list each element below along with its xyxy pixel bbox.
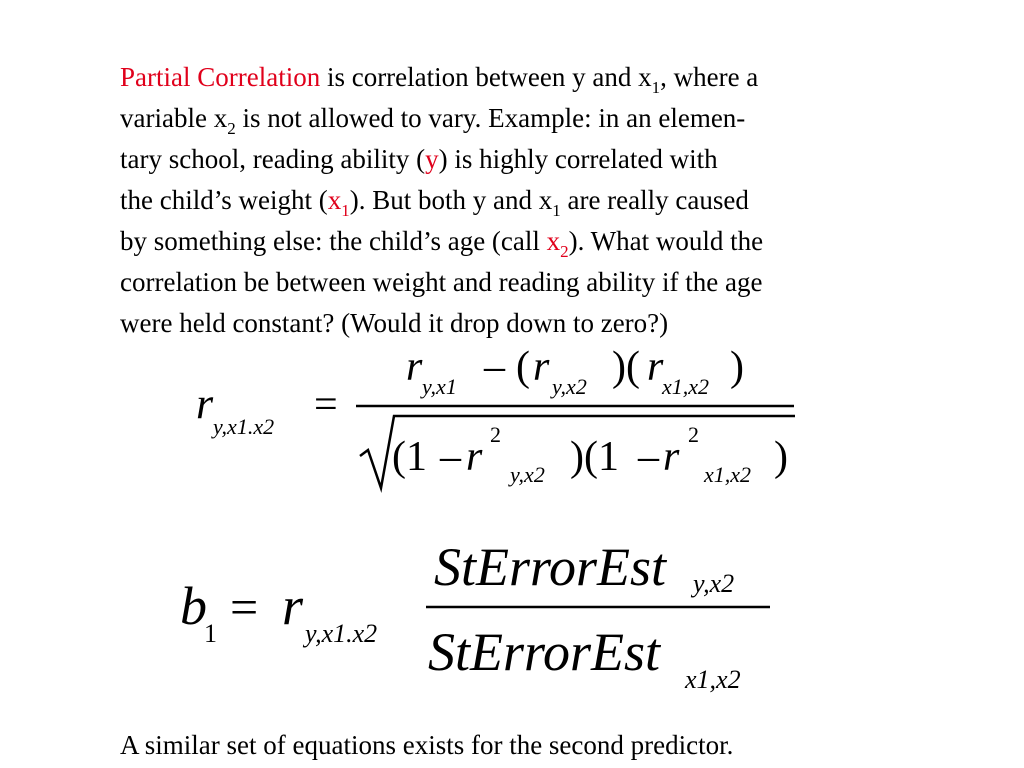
text: tary school, reading ability ( <box>120 144 426 174</box>
text: by something else: the child’s age (call <box>120 226 547 256</box>
denominator-mid: )(1 <box>570 434 619 480</box>
numerator-paren-close: ) <box>730 344 744 390</box>
numerator-subscript-3: x1,x2 <box>662 374 710 399</box>
rhs-r: r <box>282 576 304 636</box>
text: ). What would the <box>568 226 764 256</box>
numerator-paren-mid: )( <box>612 344 640 390</box>
text: is not allowed to vary. Example: in an elemen- <box>235 103 746 133</box>
denominator-subscript: x1,x2 <box>685 665 741 694</box>
text: the child’s weight ( <box>120 185 328 215</box>
denominator-open-1: (1 <box>392 434 427 480</box>
subscript: 2 <box>227 119 236 138</box>
text: x <box>546 226 561 256</box>
text: variable x <box>120 103 228 133</box>
equals-sign-2: = <box>230 579 259 635</box>
denominator-close: ) <box>774 434 788 480</box>
numerator-minus: – <box>484 344 505 390</box>
subscript: 1 <box>651 78 661 97</box>
lhs-b-subscript: 1 <box>204 619 217 648</box>
closing-sentence: A similar set of equations exists for the second predictor. <box>120 730 734 760</box>
partial-correlation-term: Partial Correlation <box>120 62 321 92</box>
lhs-r: r <box>196 379 214 428</box>
numerator-r1: r <box>406 344 423 390</box>
numerator-subscript-2: y,x2 <box>552 374 587 399</box>
numerator-subscript-1: y,x1 <box>422 374 457 399</box>
denominator-minus-1: – <box>440 434 461 480</box>
b1-formula <box>180 537 770 694</box>
numerator-r3: r <box>647 344 664 390</box>
subscript: 2 <box>560 242 569 261</box>
text: ). But both y and x <box>349 185 553 215</box>
denominator-superscript-1: 2 <box>490 422 501 447</box>
denominator-subscript-2: x1,x2 <box>704 462 752 487</box>
text: is correlation between y and x <box>320 62 652 92</box>
numerator-r2: r <box>533 344 550 390</box>
denominator-minus-2: – <box>638 434 659 480</box>
text: are really caused <box>560 185 749 215</box>
paragraph-line-6: correlation be between weight and reading ability if the age <box>120 267 763 297</box>
denominator-sterrorest: StErrorEst <box>428 622 661 682</box>
denominator-subscript-1: y,x2 <box>510 462 545 487</box>
lhs-subscript: y,x1.x2 <box>213 414 275 439</box>
denominator-r1: r <box>466 434 483 480</box>
text: , where a <box>660 62 759 92</box>
denominator-r2: r <box>663 434 680 480</box>
subscript: 1 <box>552 201 561 220</box>
numerator-paren-open: ( <box>516 344 530 390</box>
numerator-subscript: y,x2 <box>693 569 735 598</box>
denominator-superscript-2: 2 <box>688 422 699 447</box>
text: ) is highly correlated with <box>438 144 718 174</box>
highlight-y: y <box>425 144 439 174</box>
rhs-r-subscript: y,x1.x2 <box>305 619 378 648</box>
text: x <box>327 185 342 215</box>
numerator-sterrorest: StErrorEst <box>434 537 667 597</box>
subscript: 1 <box>341 201 350 220</box>
partial-correlation-formula <box>196 344 795 488</box>
lhs-b: b <box>180 576 207 636</box>
paragraph-line-7: were held constant? (Would it drop down to zero?) <box>120 308 669 338</box>
equals-sign: = <box>314 382 338 428</box>
